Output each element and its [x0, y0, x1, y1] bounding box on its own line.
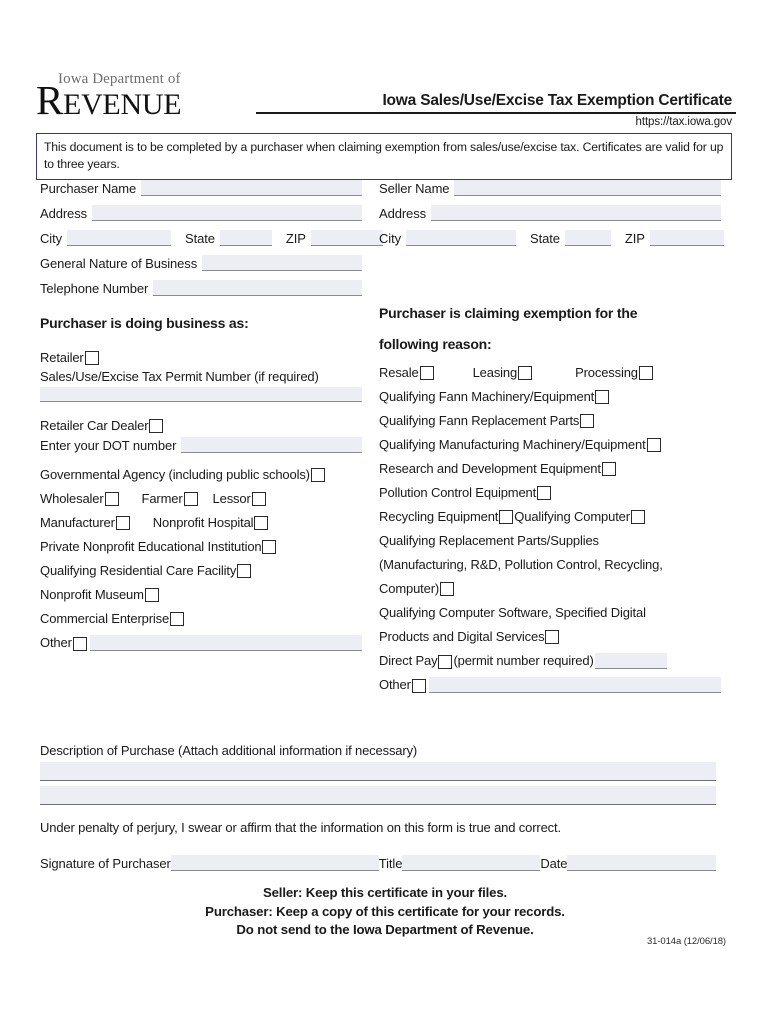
leasing-label: Leasing [472, 365, 518, 380]
governmental-agency-checkbox[interactable] [311, 468, 325, 482]
private-education-checkbox[interactable] [262, 540, 276, 554]
farm-machinery-label: Qualifying Fann Machinery/Equipment [379, 389, 595, 404]
purchaser-address-label: Address [40, 206, 87, 221]
recycling-equipment-checkbox[interactable] [499, 510, 513, 524]
telephone-row [40, 280, 362, 296]
signature-row [40, 855, 716, 871]
other-exemption-row [379, 677, 721, 693]
manufacturer-checkbox[interactable] [116, 516, 130, 530]
other-exemption-input[interactable] [429, 677, 721, 693]
description-input-line-2[interactable] [40, 786, 716, 805]
description-input-line-1[interactable] [40, 762, 716, 781]
form-title-block [256, 92, 736, 128]
nature-of-business-label: General Nature of Business [40, 256, 198, 271]
signature-label: Signature of Purchaser [40, 856, 171, 871]
perjury-statement: Under penalty of perjury, I swear or affirm that the information on this form is true and correct. [40, 820, 561, 835]
residential-care-checkbox[interactable] [237, 564, 251, 578]
processing-checkbox[interactable] [639, 366, 653, 380]
farm-replacement-parts-label: Qualifying Fann Replacement Parts [379, 413, 580, 428]
purchaser-zip-label: ZIP [285, 231, 306, 246]
commercial-enterprise-checkbox[interactable] [170, 612, 184, 626]
private-education-row[interactable] [40, 539, 362, 555]
research-development-row[interactable] [379, 461, 721, 477]
research-development-label: Research and Development Equipment [379, 461, 601, 476]
purchaser-state-label: State [185, 231, 215, 246]
lessor-label: Lessor [212, 491, 251, 506]
retailer-car-dealer-label: Retailer Car Dealer [40, 418, 149, 433]
seller-zip-input[interactable] [650, 230, 724, 246]
footer-line-seller: Seller: Keep this certificate in your files. [262, 885, 508, 900]
other-exemption-checkbox[interactable] [412, 679, 426, 693]
manufacturing-machinery-label: Qualifying Manufacturing Machinery/Equipment [379, 437, 646, 452]
purchaser-city-state-zip-row [40, 230, 362, 246]
signature-input[interactable] [171, 855, 379, 871]
seller-name-row [379, 180, 721, 196]
nonprofit-museum-row[interactable] [40, 587, 362, 603]
seller-zip-label: ZIP [624, 231, 645, 246]
purchaser-city-input[interactable] [67, 230, 171, 246]
farm-replacement-parts-checkbox[interactable] [580, 414, 594, 428]
footer-line-purchaser: Purchaser: Keep a copy of this certificate for your records. [205, 903, 565, 919]
agency-url: https://tax.iowa.gov [635, 116, 732, 128]
nonprofit-museum-label: Nonprofit Museum [40, 587, 144, 602]
seller-address-row [379, 205, 721, 221]
purchaser-name-input[interactable] [141, 180, 362, 196]
replacement-parts-checkbox[interactable] [440, 582, 454, 596]
other-business-checkbox[interactable] [73, 637, 87, 651]
qualifying-computer-label: Qualifying Computer [514, 509, 630, 524]
direct-pay-checkbox[interactable] [438, 655, 452, 669]
nonprofit-museum-checkbox[interactable] [145, 588, 159, 602]
commercial-enterprise-row[interactable] [40, 611, 362, 627]
purchaser-zip-input[interactable] [311, 230, 383, 246]
farmer-checkbox[interactable] [184, 492, 198, 506]
manufacturing-machinery-checkbox[interactable] [647, 438, 661, 452]
software-row[interactable] [379, 629, 721, 645]
wholesaler-label: Wholesaler [40, 491, 104, 506]
direct-pay-permit-input[interactable] [595, 653, 667, 669]
iowa-revenue-logo [36, 71, 251, 123]
retailer-car-dealer-checkbox[interactable] [149, 419, 163, 433]
recycling-computer-row [379, 509, 721, 525]
farmer-label: Farmer [141, 491, 183, 506]
telephone-label: Telephone Number [40, 281, 149, 296]
telephone-input[interactable] [153, 280, 362, 296]
dot-number-input[interactable] [181, 437, 362, 453]
footer-notes [0, 884, 770, 940]
seller-name-label: Seller Name [379, 181, 450, 196]
footer-line-do-not-send: Do not send to the Iowa Department of Revenue. [236, 922, 534, 937]
lessor-checkbox[interactable] [252, 492, 266, 506]
software-checkbox[interactable] [545, 630, 559, 644]
other-business-label: Other [40, 635, 72, 650]
direct-pay-label: Direct Pay [379, 653, 438, 668]
pollution-control-checkbox[interactable] [537, 486, 551, 500]
other-exemption-label: Other [379, 677, 411, 692]
permit-number-input[interactable] [40, 387, 362, 402]
manufacturing-machinery-row[interactable] [379, 437, 721, 453]
logo-revenue-initial: R [36, 77, 64, 123]
recycling-equipment-label: Recycling Equipment [379, 509, 499, 524]
seller-address-label: Address [379, 206, 426, 221]
resale-label: Resale [379, 365, 419, 380]
purchaser-state-input[interactable] [220, 230, 272, 246]
retailer-car-dealer-row[interactable] [40, 418, 362, 434]
farm-machinery-checkbox[interactable] [595, 390, 609, 404]
other-business-row [40, 635, 362, 651]
seller-city-state-zip-row [379, 230, 721, 246]
purchaser-name-label: Purchaser Name [40, 181, 137, 196]
title-label: Title [378, 856, 403, 871]
form-header [36, 72, 736, 128]
instruction-box: This document is to be completed by a purchaser when claiming exemption from sales/use/excise tax. Certificates are valid for up to three years. [36, 133, 732, 180]
seller-city-label: City [379, 231, 401, 246]
purchaser-column [40, 180, 362, 659]
replacement-parts-row[interactable] [379, 581, 721, 597]
leasing-checkbox[interactable] [518, 366, 532, 380]
manufacturer-hospital-row [40, 515, 362, 531]
pollution-control-row[interactable] [379, 485, 721, 501]
logo-department-text: Iowa Department of [58, 71, 181, 87]
private-education-label: Private Nonprofit Educational Institution [40, 539, 262, 554]
seller-city-input[interactable] [406, 230, 516, 246]
purchaser-city-label: City [40, 231, 62, 246]
seller-name-input[interactable] [454, 180, 721, 196]
residential-care-row[interactable] [40, 563, 362, 579]
dot-number-row [40, 437, 362, 453]
exemption-heading-line1: Purchaser is claiming exemption for the [379, 305, 638, 321]
retailer-label: Retailer [40, 350, 84, 365]
governmental-agency-label: Governmental Agency (including public schools) [40, 467, 310, 482]
retailer-row[interactable] [40, 350, 362, 366]
software-line2: Products and Digital Services [379, 629, 545, 644]
software-line1: Qualifying Computer Software, Specified Digital [379, 605, 646, 620]
replacement-parts-line3: Computer) [379, 581, 440, 596]
seller-address-input[interactable] [431, 205, 721, 221]
purchaser-name-row [40, 180, 362, 196]
dot-number-label: Enter your DOT number [40, 438, 177, 453]
qualifying-computer-checkbox[interactable] [631, 510, 645, 524]
date-input[interactable] [567, 855, 716, 871]
logo-revenue-rest: EVENUE [63, 88, 182, 121]
retailer-checkbox[interactable] [85, 351, 99, 365]
direct-pay-note: (permit number required) [453, 653, 594, 668]
seller-and-exemption-column [379, 180, 721, 701]
replacement-parts-line1: Qualifying Replacement Parts/Supplies [379, 533, 599, 548]
farm-replacement-parts-row[interactable] [379, 413, 721, 429]
pollution-control-label: Pollution Control Equipment [379, 485, 537, 500]
processing-label: Processing [575, 365, 638, 380]
purchaser-address-row [40, 205, 362, 221]
nonprofit-hospital-label: Nonprofit Hospital [152, 515, 254, 530]
direct-pay-row [379, 653, 721, 669]
doing-business-heading: Purchaser is doing business as: [40, 315, 249, 331]
resale-checkbox[interactable] [420, 366, 434, 380]
purchaser-address-input[interactable] [92, 205, 362, 221]
nonprofit-hospital-checkbox[interactable] [254, 516, 268, 530]
page-title: Iowa Sales/Use/Excise Tax Exemption Certificate [382, 92, 732, 109]
spacer [379, 246, 721, 303]
seller-state-input[interactable] [565, 230, 611, 246]
form-number: 31-014a (12/06/18) [646, 936, 726, 947]
research-development-checkbox[interactable] [602, 462, 616, 476]
wholesaler-farmer-lessor-row [40, 491, 362, 507]
farm-machinery-row[interactable] [379, 389, 721, 405]
replacement-parts-line2: (Manufacturing, R&D, Pollution Control, Recycling, [379, 557, 663, 572]
resale-leasing-processing-row [379, 365, 721, 381]
nature-of-business-input[interactable] [202, 255, 362, 271]
wholesaler-checkbox[interactable] [105, 492, 119, 506]
nature-of-business-row [40, 255, 362, 271]
title-input[interactable] [402, 855, 540, 871]
residential-care-label: Qualifying Residential Care Facility [40, 563, 237, 578]
permit-number-label: Sales/Use/Excise Tax Permit Number (if required) [40, 369, 319, 384]
description-of-purchase-block [40, 743, 716, 810]
seller-state-label: State [530, 231, 560, 246]
exemption-heading-line2: following reason: [379, 336, 492, 352]
description-label: Description of Purchase (Attach additional information if necessary) [40, 743, 418, 758]
commercial-enterprise-label: Commercial Enterprise [40, 611, 170, 626]
other-business-input[interactable] [90, 635, 362, 651]
governmental-agency-row[interactable] [40, 467, 362, 483]
date-label: Date [540, 856, 568, 871]
manufacturer-label: Manufacturer [40, 515, 115, 530]
